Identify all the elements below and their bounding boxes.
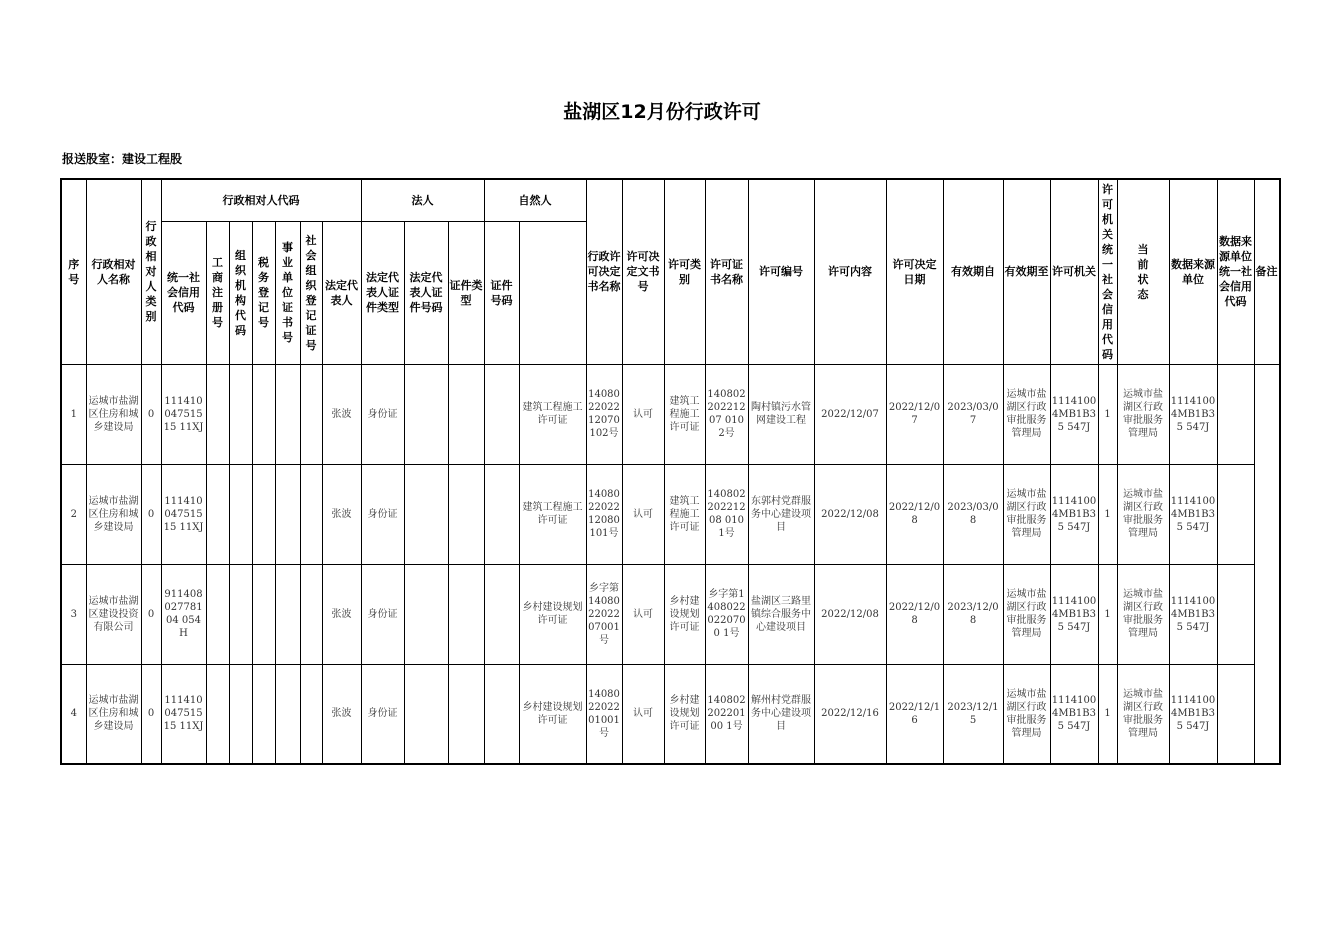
cell-valid-to: 2023/12/15 (943, 664, 1003, 764)
cell-empty (275, 464, 300, 564)
cell-empty (1217, 464, 1254, 564)
cell-empty (229, 664, 252, 764)
cell-source-code: 1114100 4MB1B35 547J (1169, 664, 1217, 764)
cell-empty (206, 564, 229, 664)
cell-permit-no: 14080220221208 0101号 (705, 464, 748, 564)
cell-decision-no: 1408022022 01001号 (586, 664, 622, 764)
cell-valid-to: 2023/03/07 (943, 364, 1003, 464)
header-tax-reg: 税务登记号 (252, 221, 275, 364)
cell-source-unit: 运城市盐湖区行政审批服务管理局 (1117, 464, 1169, 564)
cell-name: 运城市盐湖区建设投资有限公司 (86, 564, 141, 664)
page-title: 盐湖区12月份行政许可 (563, 101, 761, 123)
cell-category: 0 (141, 664, 161, 764)
cell-permit-type: 认可 (622, 364, 664, 464)
table-row (61, 364, 1280, 464)
cell-permit-no: 乡字第14080220220700 1号 (705, 564, 748, 664)
header-valid-from: 有效期自 (943, 179, 1003, 364)
header-status: 当前状态 (1117, 179, 1169, 364)
cell-empty (252, 364, 275, 464)
cell-legal-id-type: 身份证 (361, 364, 404, 464)
cell-empty (404, 664, 448, 764)
header-permit-type: 许可类别 (664, 179, 705, 364)
cell-seq: 4 (61, 664, 86, 764)
header-decision-name: 行政许可决定书名称 (586, 179, 622, 364)
cell-content: 盐湖区三路里镇综合服务中心建设项目 (748, 564, 814, 664)
header-org-code: 组织机构代码 (229, 221, 252, 364)
cell-valid-to: 2023/12/08 (943, 564, 1003, 664)
cell-seq: 2 (61, 464, 86, 564)
cell-empty (275, 564, 300, 664)
cell-cert-name: 建筑工程施工许可证 (664, 364, 705, 464)
header-authority: 许可机关 (1050, 179, 1098, 364)
cell-category: 0 (141, 464, 161, 564)
cell-legal-rep: 张波 (322, 664, 361, 764)
cell-valid-to: 2023/03/08 (943, 464, 1003, 564)
cell-empty (404, 364, 448, 464)
cell-empty (1217, 564, 1254, 664)
cell-status: 1 (1098, 564, 1117, 664)
cell-decision-name: 建筑工程施工许可证 (519, 464, 586, 564)
cell-decision-name: 乡村建设规划许可证 (519, 564, 586, 664)
header-business-reg: 工商注册号 (206, 221, 229, 364)
cell-cert-name: 乡村建设规划许可证 (664, 564, 705, 664)
header-group-code: 行政相对人代码 (161, 179, 361, 221)
cell-source-unit: 运城市盐湖区行政审批服务管理局 (1117, 664, 1169, 764)
cell-credit-code: 91140802778104 054H (161, 564, 206, 664)
header-credit-code: 统一社会信用代码 (161, 221, 206, 364)
header-cert-name: 许可证书名称 (705, 179, 748, 364)
cell-content: 解州村党群服务中心建设项目 (748, 664, 814, 764)
header-category: 行政相对人类别 (141, 179, 161, 364)
cell-empty (300, 664, 322, 764)
header-permit-no: 许可编号 (748, 179, 814, 364)
table-row (61, 464, 1280, 564)
cell-source-code: 1114100 4MB1B35 547J (1169, 364, 1217, 464)
cell-authority: 运城市盐湖区行政审批服务管理局 (1003, 564, 1050, 664)
cell-decision-name: 乡村建设规划许可证 (519, 664, 586, 764)
cell-empty (252, 564, 275, 664)
cell-empty (229, 464, 252, 564)
header-seq: 序号 (61, 179, 86, 364)
cell-empty (1217, 664, 1254, 764)
cell-empty (252, 664, 275, 764)
header-id-no: 证件号码 (484, 221, 519, 364)
cell-empty (206, 364, 229, 464)
cell-credit-code: 11141004751515 11XJ (161, 364, 206, 464)
department-label: 报送股室：建设工程股 (62, 152, 183, 166)
cell-permit-no: 14080220221207 0102号 (705, 364, 748, 464)
cell-permit-no: 14080220220100 1号 (705, 664, 748, 764)
cell-seq: 3 (61, 564, 86, 664)
cell-empty (404, 564, 448, 664)
cell-cert-name: 建筑工程施工许可证 (664, 464, 705, 564)
header-name: 行政相对人名称 (86, 179, 141, 364)
cell-credit-code: 11141004751515 11XJ (161, 664, 206, 764)
header-decision-date: 许可决定日期 (886, 179, 943, 364)
cell-legal-rep: 张波 (322, 364, 361, 464)
cell-authority: 运城市盐湖区行政审批服务管理局 (1003, 664, 1050, 764)
header-authority-code: 许可机关统一社会信用代码 (1098, 179, 1117, 364)
cell-permit-type: 认可 (622, 464, 664, 564)
cell-authority-code: 1114100 4MB1B35 547J (1050, 664, 1098, 764)
cell-empty (484, 464, 519, 564)
cell-decision-no: 乡字第1408022022 07001号 (586, 564, 622, 664)
cell-decision-date: 2022/12/07 (814, 364, 886, 464)
cell-status: 1 (1098, 664, 1117, 764)
cell-empty (252, 464, 275, 564)
table-row (61, 664, 1280, 764)
cell-status: 1 (1098, 464, 1117, 564)
cell-decision-date: 2022/12/08 (814, 564, 886, 664)
header-legal-id-no: 法定代表人证件号码 (404, 221, 448, 364)
cell-valid-from: 2022/12/16 (886, 664, 943, 764)
cell-empty (300, 464, 322, 564)
cell-status: 1 (1098, 364, 1117, 464)
cell-decision-name: 建筑工程施工许可证 (519, 364, 586, 464)
header-social-org-reg: 社会组织登记证号 (300, 221, 322, 364)
cell-empty (448, 664, 484, 764)
header-remark: 备注 (1254, 179, 1280, 364)
cell-legal-id-type: 身份证 (361, 464, 404, 564)
cell-permit-type: 认可 (622, 564, 664, 664)
cell-empty (206, 664, 229, 764)
table-row (61, 564, 1280, 664)
cell-empty (300, 564, 322, 664)
cell-authority: 运城市盐湖区行政审批服务管理局 (1003, 364, 1050, 464)
cell-legal-id-type: 身份证 (361, 564, 404, 664)
cell-name: 运城市盐湖区住房和城乡建设局 (86, 664, 141, 764)
cell-authority-code: 1114100 4MB1B35 547J (1050, 564, 1098, 664)
header-institution-cert: 事业单位证书号 (275, 221, 300, 364)
cell-legal-rep: 张波 (322, 564, 361, 664)
cell-authority-code: 1114100 4MB1B35 547J (1050, 464, 1098, 564)
cell-empty (404, 464, 448, 564)
cell-credit-code: 11141004751515 11XJ (161, 464, 206, 564)
cell-content: 东郭村党群服务中心建设项目 (748, 464, 814, 564)
cell-category: 0 (141, 564, 161, 664)
cell-valid-from: 2022/12/07 (886, 364, 943, 464)
cell-content: 陶村镇污水管网建设工程 (748, 364, 814, 464)
cell-source-code: 1114100 4MB1B35 547J (1169, 564, 1217, 664)
cell-source-unit: 运城市盐湖区行政审批服务管理局 (1117, 364, 1169, 464)
header-group-legal: 法人 (361, 179, 484, 221)
cell-decision-date: 2022/12/16 (814, 664, 886, 764)
cell-valid-from: 2022/12/08 (886, 464, 943, 564)
header-id-type: 证件类型 (448, 221, 484, 364)
header-decision-no: 许可决定文书号 (622, 179, 664, 364)
permit-table (60, 178, 1281, 765)
cell-empty (448, 564, 484, 664)
cell-decision-date: 2022/12/08 (814, 464, 886, 564)
cell-seq: 1 (61, 364, 86, 464)
cell-empty (448, 364, 484, 464)
cell-decision-no: 1408022022 12080101号 (586, 464, 622, 564)
cell-empty (275, 364, 300, 464)
cell-empty (275, 664, 300, 764)
cell-legal-id-type: 身份证 (361, 664, 404, 764)
header-group-natural: 自然人 (484, 179, 586, 221)
header-legal-id-type: 法定代表人证件类型 (361, 221, 404, 364)
cell-empty (484, 664, 519, 764)
cell-authority: 运城市盐湖区行政审批服务管理局 (1003, 464, 1050, 564)
header-legal-rep: 法定代表人 (322, 221, 361, 364)
cell-empty (1217, 364, 1254, 464)
cell-empty (484, 364, 519, 464)
cell-empty (206, 464, 229, 564)
cell-empty (300, 364, 322, 464)
cell-category: 0 (141, 364, 161, 464)
cell-legal-rep: 张波 (322, 464, 361, 564)
cell-empty (448, 464, 484, 564)
cell-source-unit: 运城市盐湖区行政审批服务管理局 (1117, 564, 1169, 664)
cell-source-code: 1114100 4MB1B35 547J (1169, 464, 1217, 564)
cell-empty (229, 564, 252, 664)
cell-valid-from: 2022/12/08 (886, 564, 943, 664)
cell-permit-type: 认可 (622, 664, 664, 764)
cell-authority-code: 1114100 4MB1B35 547J (1050, 364, 1098, 464)
cell-empty (229, 364, 252, 464)
header-source-unit: 数据来源单位 (1169, 179, 1217, 364)
cell-empty (484, 564, 519, 664)
cell-cert-name: 乡村建设规划许可证 (664, 664, 705, 764)
header-valid-to: 有效期至 (1003, 179, 1050, 364)
header-content: 许可内容 (814, 179, 886, 364)
cell-name: 运城市盐湖区住房和城乡建设局 (86, 464, 141, 564)
header-source-code: 数据来源单位统一社会信用代码 (1217, 179, 1254, 364)
cell-decision-no: 1408022022 12070102号 (586, 364, 622, 464)
cell-name: 运城市盐湖区住房和城乡建设局 (86, 364, 141, 464)
